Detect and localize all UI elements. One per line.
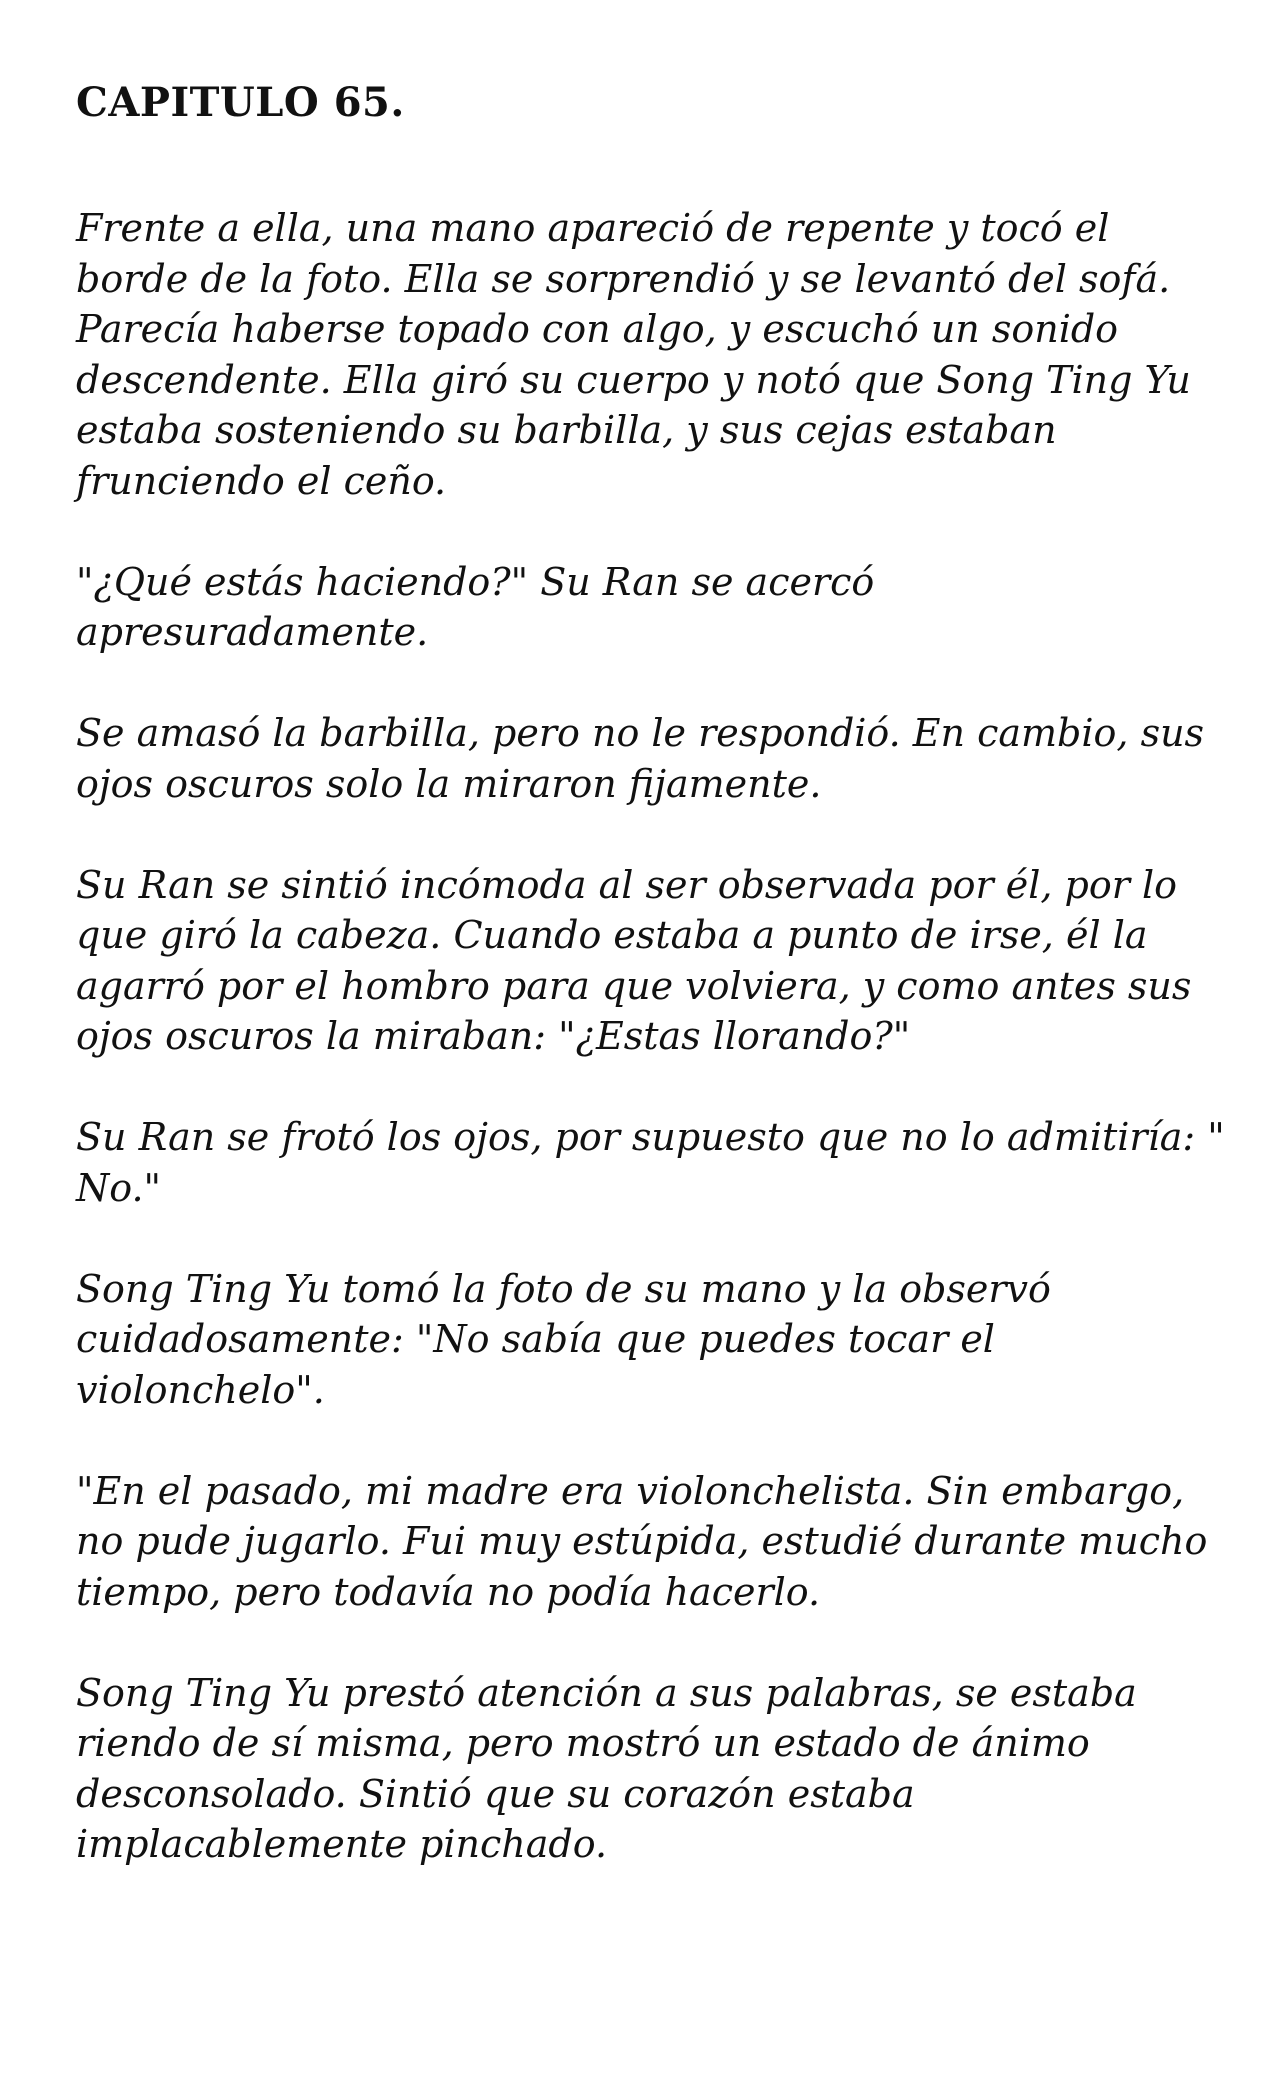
paragraph: Frente a ella, una mano apareció de repente y tocó el borde de la foto. Ella se sorprendió y se levantó del sofá. Parecía haberse topado con algo, y escuchó un sonido descendente. Ella giró su cuerpo y notó que Song Ting Yu estaba sosteniendo su barbilla, y sus cejas estaban frunciendo el ceño.	[76, 206, 1191, 503]
paragraph: Su Ran se frotó los ojos, por supuesto que no lo admitiría: " No."	[76, 1115, 1225, 1210]
chapter-body	[76, 203, 1226, 1870]
chapter-title: CAPITULO 65.	[76, 79, 405, 126]
paragraph: "¿Qué estás haciendo?" Su Ran se acercó apresuradamente.	[76, 559, 875, 654]
paragraph: Se amasó la barbilla, pero no le respondió. En cambio, sus ojos oscuros solo la miraron fijamente.	[76, 711, 1205, 806]
paragraph: "En el pasado, mi madre era violonchelista. Sin embargo, no pude jugarlo. Fui muy estúpida, estudié durante mucho tiempo, pero todavía no podía hacerlo.	[76, 1468, 1208, 1614]
paragraph: Su Ran se sintió incómoda al ser observada por él, por lo que giró la cabeza. Cuando estaba a punto de irse, él la agarró por el hombro para que volviera, y como antes sus ojos oscuros la miraban: "¿Estas llorando?"	[76, 862, 1192, 1058]
paragraph: Song Ting Yu prestó atención a sus palabras, se estaba riendo de sí misma, pero mostró un estado de ánimo desconsolado. Sintió que su corazón estaba implacablemente pinchado.	[76, 1670, 1137, 1866]
paragraph: Song Ting Yu tomó la foto de su mano y la observó cuidadosamente: "No sabía que puedes tocar el violonchelo".	[76, 1266, 1051, 1412]
